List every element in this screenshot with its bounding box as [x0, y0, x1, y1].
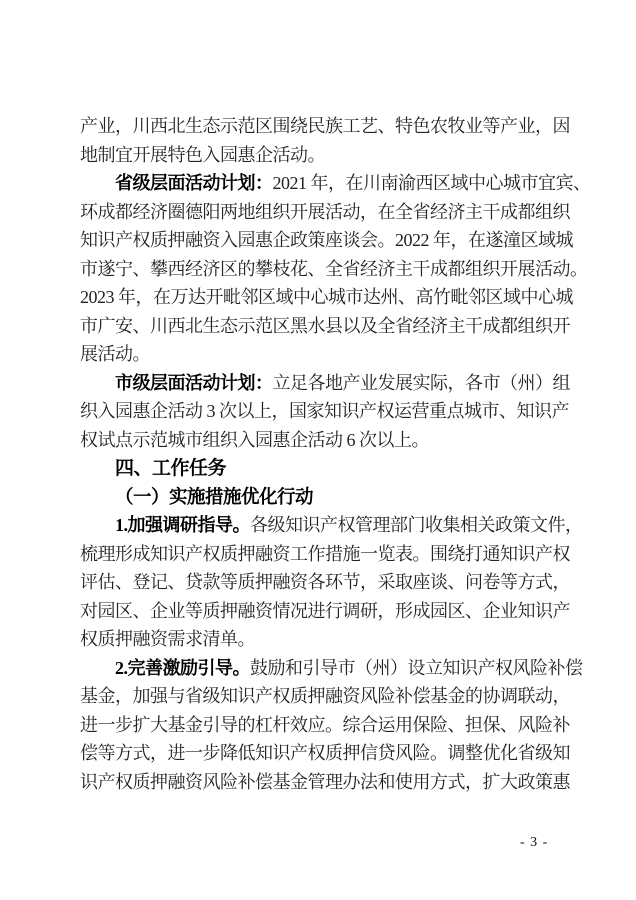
text-line	[80, 654, 583, 683]
text-line	[80, 312, 570, 341]
line-text: 鼓励和引导市（州）设立知识产权风险补偿	[250, 657, 583, 678]
text-line	[80, 483, 562, 512]
line-text: 环成都经济圈德阳两地组织开展活动，在全省经济主干成都组织	[80, 201, 570, 222]
text-line	[80, 397, 569, 426]
text-line	[80, 141, 562, 170]
bold-lead-text: （一）实施措施优化行动	[115, 487, 314, 508]
page-number: - 3 -	[520, 835, 549, 850]
text-line	[80, 283, 573, 312]
text-line	[80, 711, 570, 740]
bold-lead-text: 市级层面活动计划：	[115, 372, 273, 393]
text-line	[80, 568, 570, 597]
text-line	[80, 682, 570, 711]
bold-lead-text: 四、工作任务	[115, 458, 227, 479]
line-text: 知识产权质押融资入园惠企政策座谈会。2022 年，在遂潼区域城	[80, 230, 573, 250]
text-line	[80, 597, 570, 626]
text-line	[80, 198, 570, 227]
text-line	[80, 540, 570, 569]
line-text: 产业，川西北生态示范区围绕民族工艺、特色农牧业等产业，因	[80, 116, 570, 136]
line-text: 权试点示范城市组织入园惠企活动 6 次以上。	[80, 429, 429, 450]
line-text: 对园区、企业等质押融资情况进行调研，形成园区、企业知识产	[80, 600, 570, 621]
text-line	[80, 511, 583, 540]
line-text: 立足各地产业发展实际，各市（州）组	[272, 372, 570, 393]
line-text: 2021 年，在川南渝西区域中心城市宜宾、	[272, 173, 591, 193]
line-text: 各级知识产权管理部门收集相关政策文件，	[250, 515, 583, 535]
text-line	[80, 625, 562, 654]
text-line	[80, 454, 562, 483]
line-text: 2023 年，在万达开毗邻区域中心城市达州、高竹毗邻区域中心城	[80, 287, 573, 307]
text-line	[80, 112, 570, 141]
text-line	[80, 426, 562, 455]
line-text: 基金，加强与省级知识产权质押融资风险补偿基金的协调联动，	[80, 686, 570, 706]
line-text: 梳理形成知识产权质押融资工作措施一览表。围绕打通知识产权	[80, 543, 570, 564]
text-line	[80, 255, 588, 284]
text-line	[80, 369, 570, 398]
line-text: 偿等方式，进一步降低知识产权质押信贷风险。调整优化省级知	[80, 743, 570, 763]
line-text: 市遂宁、攀西经济区的攀枝花、全省经济主干成都组织开展活动。	[80, 258, 588, 279]
line-text: 展活动。	[80, 344, 150, 364]
text-line	[80, 226, 573, 255]
text-line	[80, 169, 591, 198]
line-text: 地制宜开展特色入园惠企活动。	[80, 144, 325, 165]
line-text: 识产权质押融资风险补偿基金管理办法和使用方式，扩大政策惠	[80, 771, 570, 792]
text-line	[80, 340, 562, 369]
bold-lead-text: 省级层面活动计划：	[115, 173, 273, 193]
line-text: 进一步扩大基金引导的杠杆效应。综合运用保险、担保、风险补	[80, 714, 570, 735]
line-text: 权质押融资需求清单。	[80, 629, 255, 649]
line-text: 评估、登记、贷款等质押融资各环节，采取座谈、问卷等方式，	[80, 572, 570, 592]
document-body	[80, 112, 591, 796]
bold-lead-text: 1.加强调研指导。	[115, 515, 250, 535]
line-text: 市广安、川西北生态示范区黑水县以及全省经济主干成都组织开	[80, 315, 570, 336]
line-text: 织入园惠企活动 3 次以上，国家知识产权运营重点城市、知识产	[80, 401, 569, 421]
text-line	[80, 739, 570, 768]
text-line	[80, 768, 570, 797]
bold-lead-text: 2.完善激励引导。	[115, 657, 250, 678]
